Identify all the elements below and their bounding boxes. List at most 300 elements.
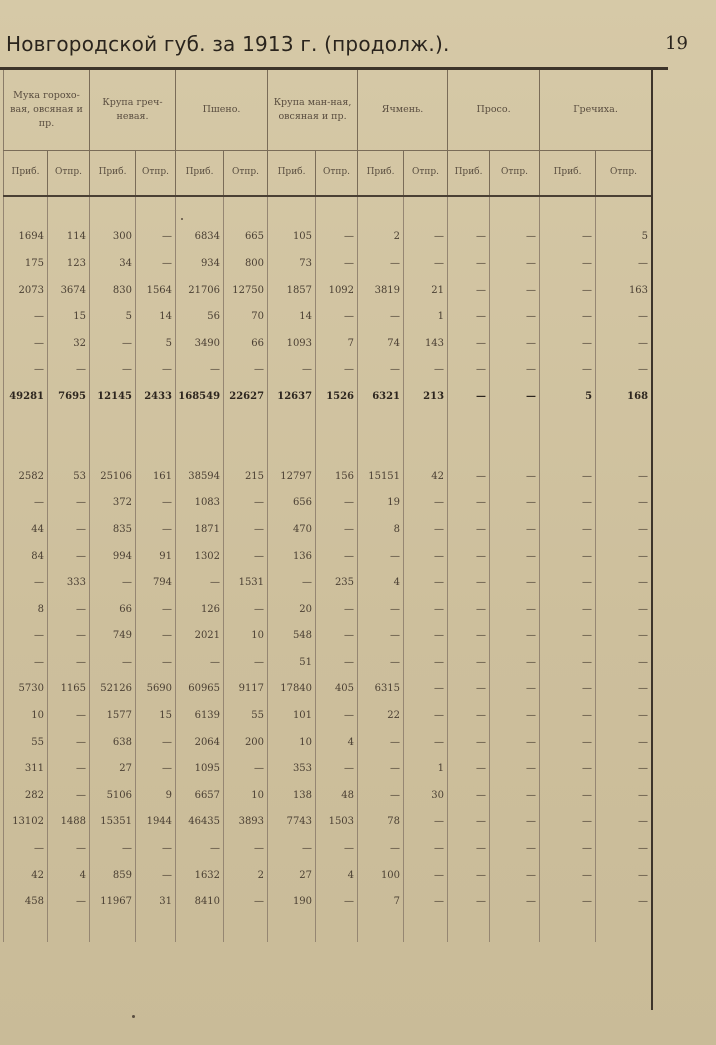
table-cell: 1092 [316,277,358,304]
table-cell: — [540,490,596,517]
table-cell: 123 [48,250,90,277]
table-cell [490,196,540,224]
table-cell: 55 [4,729,48,756]
table-cell: — [540,277,596,304]
table-cell: — [540,729,596,756]
table-cell: — [448,623,490,650]
table-cell [596,915,652,942]
table-cell: 73 [268,250,316,277]
table-cell: — [540,516,596,543]
table-cell: 353 [268,755,316,782]
table-cell: — [490,729,540,756]
table-row [4,224,652,251]
table-cell: — [596,490,652,517]
table-cell: 8410 [176,888,224,915]
table-cell: 6321 [358,383,404,410]
table-cell [316,410,358,437]
table-cell [404,410,448,437]
table-cell: 30 [404,782,448,809]
table-cell [596,410,652,437]
table-cell: — [358,623,404,650]
table-cell: — [448,862,490,889]
table-cell: 5 [596,224,652,251]
table-cell: — [490,357,540,384]
table-cell: — [596,729,652,756]
table-cell [404,915,448,942]
table-cell: — [358,357,404,384]
table-cell: — [358,250,404,277]
table-cell: — [490,490,540,517]
table-cell: — [448,463,490,490]
table-row [4,277,652,304]
column-subheader: Приб. [4,151,48,197]
subheader-row [4,151,652,197]
table-cell: — [404,623,448,650]
table-cell: 1577 [90,702,136,729]
table-row [4,649,652,676]
table-cell: 10 [224,623,268,650]
table-cell: — [540,835,596,862]
table-cell: 1 [404,303,448,330]
table-cell: 10 [4,702,48,729]
table-cell: 175 [4,250,48,277]
table-cell: — [540,702,596,729]
table-cell [490,410,540,437]
table-cell: 161 [136,463,176,490]
table-cell: — [448,303,490,330]
table-row [4,250,652,277]
table-cell: 200 [224,729,268,756]
table-cell [490,915,540,942]
table-cell: 213 [404,383,448,410]
table-cell: — [448,277,490,304]
table-cell: — [316,755,358,782]
table-cell [224,196,268,224]
table-cell: 1564 [136,277,176,304]
table-cell: — [268,357,316,384]
table-cell: — [404,569,448,596]
table-cell: 156 [316,463,358,490]
table-cell: 333 [48,569,90,596]
table-cell: 190 [268,888,316,915]
table-cell: — [4,835,48,862]
table-cell: — [448,755,490,782]
table-cell [90,196,136,224]
table-cell: 7695 [48,383,90,410]
table-cell: — [490,516,540,543]
table-cell: — [176,649,224,676]
table-cell: — [316,357,358,384]
table-cell: — [316,250,358,277]
table-cell: — [448,516,490,543]
table-row [4,623,652,650]
table-cell: — [596,676,652,703]
table-cell: — [490,543,540,570]
table-cell: — [4,330,48,357]
table-cell: — [596,303,652,330]
table-cell: — [448,676,490,703]
table-cell [48,410,90,437]
table-cell: — [448,702,490,729]
table-cell [448,915,490,942]
table-cell: 405 [316,676,358,703]
table-cell: 1526 [316,383,358,410]
table-cell: — [596,569,652,596]
table-cell: — [48,729,90,756]
table-cell: 2 [358,224,404,251]
table-row [4,569,652,596]
table-row [4,888,652,915]
table-cell: — [316,835,358,862]
table-cell: — [490,383,540,410]
table-cell [358,915,404,942]
table-cell: — [448,250,490,277]
table-cell: — [358,303,404,330]
page-number: 19 [665,33,688,54]
table-cell [448,436,490,463]
table-row [4,676,652,703]
table-cell: — [540,676,596,703]
table-cell: — [596,755,652,782]
table-cell: 44 [4,516,48,543]
table-cell: — [90,649,136,676]
table-cell [448,410,490,437]
table-cell [224,915,268,942]
table-cell [136,410,176,437]
table-cell [48,196,90,224]
table-cell: 859 [90,862,136,889]
table-cell [90,410,136,437]
table-cell: — [48,623,90,650]
table-cell: — [316,224,358,251]
table-cell: — [136,755,176,782]
table-cell: 5730 [4,676,48,703]
table-cell: 56 [176,303,224,330]
table-cell: — [358,755,404,782]
table-cell [540,410,596,437]
table-cell: — [448,569,490,596]
table-cell: 1093 [268,330,316,357]
table-cell: 38594 [176,463,224,490]
table-cell: — [176,835,224,862]
table-cell: 7 [316,330,358,357]
table-cell: — [316,596,358,623]
table-cell [358,436,404,463]
table-cell: — [136,835,176,862]
table-cell: 168549 [176,383,224,410]
table-cell: 3490 [176,330,224,357]
table-cell: 2582 [4,463,48,490]
table-cell: — [540,862,596,889]
table-cell: 4 [358,569,404,596]
table-cell [316,915,358,942]
table-cell: 7743 [268,809,316,836]
table-cell: — [540,357,596,384]
table-cell: 6834 [176,224,224,251]
table-cell: 1095 [176,755,224,782]
table-cell: 2064 [176,729,224,756]
table-cell: 800 [224,250,268,277]
table-cell: — [358,729,404,756]
table-row [4,729,652,756]
table-cell: 1083 [176,490,224,517]
table-cell: 830 [90,277,136,304]
table-cell: — [48,835,90,862]
table-cell: — [490,569,540,596]
table-cell: — [540,330,596,357]
table-row [4,835,652,862]
table-cell: 42 [404,463,448,490]
table-cell: 60965 [176,676,224,703]
table-cell: 91 [136,543,176,570]
table-cell: — [404,357,448,384]
table-cell: 835 [90,516,136,543]
table-cell: 51 [268,649,316,676]
table-cell: — [358,596,404,623]
table-cell: 126 [176,596,224,623]
table-cell: — [490,277,540,304]
table-cell: — [596,835,652,862]
table-cell: 1632 [176,862,224,889]
table-cell [224,436,268,463]
table-cell: — [540,782,596,809]
table-cell: — [48,516,90,543]
table-row [4,410,652,437]
table-cell: — [316,516,358,543]
table-cell [448,196,490,224]
table-cell: 53 [48,463,90,490]
table-cell: — [490,888,540,915]
table-cell: — [404,676,448,703]
table-cell: — [404,250,448,277]
table-cell: 12797 [268,463,316,490]
table-cell: 548 [268,623,316,650]
table-cell: — [90,569,136,596]
table-cell: — [404,516,448,543]
table-cell: 52126 [90,676,136,703]
table-cell: — [404,888,448,915]
table-cell: 3819 [358,277,404,304]
table-cell [268,196,316,224]
table-cell: 1302 [176,543,224,570]
table-cell: 6657 [176,782,224,809]
table-cell [268,410,316,437]
table-cell [4,915,48,942]
table-cell [358,410,404,437]
table-cell [358,196,404,224]
table-cell: — [404,490,448,517]
table-cell: 1531 [224,569,268,596]
table-cell [136,915,176,942]
table-cell: — [448,543,490,570]
table-cell: — [540,543,596,570]
table-cell: 27 [90,755,136,782]
table-cell [90,915,136,942]
table-cell: — [404,809,448,836]
table-cell: 105 [268,224,316,251]
table-cell: 66 [224,330,268,357]
table-cell: 372 [90,490,136,517]
table-cell: 138 [268,782,316,809]
table-cell: — [404,862,448,889]
table-cell: — [404,543,448,570]
table-cell: 74 [358,330,404,357]
table-cell: — [48,490,90,517]
table-cell: — [136,649,176,676]
table-cell: 4 [316,862,358,889]
table-cell: 101 [268,702,316,729]
statistics-table [3,70,652,942]
table-cell: 5 [136,330,176,357]
table-cell [596,196,652,224]
table-cell: — [48,782,90,809]
table-cell: 12637 [268,383,316,410]
table-cell: — [224,649,268,676]
group-header: Крупа ман-ная, овсяная и пр. [268,70,358,151]
table-row [4,702,652,729]
table-row [4,516,652,543]
table-cell: — [404,835,448,862]
table-cell: 1 [404,755,448,782]
page-header [6,32,706,62]
table-cell: — [596,463,652,490]
table-cell: — [596,330,652,357]
table-cell [540,196,596,224]
table-cell: — [136,224,176,251]
group-header: Просо. [448,70,540,151]
table-cell: 8 [358,516,404,543]
table-cell: 5106 [90,782,136,809]
table-cell [316,436,358,463]
table-cell: 215 [224,463,268,490]
table-cell: 934 [176,250,224,277]
table-cell: 1694 [4,224,48,251]
table-cell: 66 [90,596,136,623]
table-cell: 10 [224,782,268,809]
table-row [4,809,652,836]
table-cell: — [596,516,652,543]
table-cell: 15151 [358,463,404,490]
table-row [4,303,652,330]
table-cell [90,436,136,463]
table-cell: — [404,596,448,623]
table-cell: — [358,782,404,809]
table-cell: 22 [358,702,404,729]
table-cell: 8 [4,596,48,623]
table-cell: — [136,596,176,623]
table-cell: — [136,490,176,517]
table-row [4,196,652,224]
table-cell [316,196,358,224]
table-cell: 100 [358,862,404,889]
table-cell: — [540,888,596,915]
table-cell: 1165 [48,676,90,703]
table-cell: 9 [136,782,176,809]
right-border-rule [651,70,653,1010]
table-cell: 311 [4,755,48,782]
table-cell: 4 [48,862,90,889]
table-row [4,596,652,623]
column-subheader: Отпр. [596,151,652,197]
table-cell: — [316,303,358,330]
table-cell: — [48,888,90,915]
column-subheader: Приб. [540,151,596,197]
print-speck [181,218,183,220]
table-row [4,490,652,517]
table-cell: — [90,835,136,862]
column-subheader: Приб. [358,151,404,197]
table-cell: — [490,623,540,650]
table-cell: — [136,623,176,650]
table-cell: — [136,250,176,277]
table-cell: 656 [268,490,316,517]
statistics-table-container [3,70,651,1005]
table-cell: 14 [136,303,176,330]
table-cell: 470 [268,516,316,543]
table-cell: — [224,516,268,543]
table-cell: — [540,755,596,782]
table-cell: — [490,250,540,277]
table-cell: 136 [268,543,316,570]
table-cell: — [490,782,540,809]
table-cell [224,410,268,437]
table-row [4,543,652,570]
table-cell: — [490,330,540,357]
table-cell: 1944 [136,809,176,836]
table-cell: — [136,516,176,543]
table-cell: — [490,702,540,729]
table-cell: 42 [4,862,48,889]
print-speck [132,1015,135,1018]
table-cell: — [404,649,448,676]
table-cell: — [268,569,316,596]
table-cell: — [268,835,316,862]
table-cell: — [596,782,652,809]
table-cell: 2073 [4,277,48,304]
table-cell: — [448,383,490,410]
table-cell: — [224,835,268,862]
table-cell: — [490,649,540,676]
table-cell: — [540,649,596,676]
table-row [4,915,652,942]
column-subheader: Отпр. [48,151,90,197]
table-cell: — [540,809,596,836]
table-cell: 15 [48,303,90,330]
table-cell: — [224,357,268,384]
table-row [4,463,652,490]
table-cell: — [48,543,90,570]
table-cell: — [358,543,404,570]
table-cell [596,436,652,463]
table-cell: 25106 [90,463,136,490]
table-cell: 20 [268,596,316,623]
table-cell [268,436,316,463]
table-cell: — [490,809,540,836]
table-row [4,862,652,889]
table-cell: — [224,755,268,782]
table-cell: — [316,490,358,517]
table-cell: — [176,357,224,384]
table-cell [4,436,48,463]
table-cell: — [90,330,136,357]
table-cell: — [136,357,176,384]
column-subheader: Приб. [448,151,490,197]
column-subheader: Отпр. [316,151,358,197]
table-cell [268,915,316,942]
table-cell: 78 [358,809,404,836]
table-cell: 19 [358,490,404,517]
table-cell: — [540,224,596,251]
